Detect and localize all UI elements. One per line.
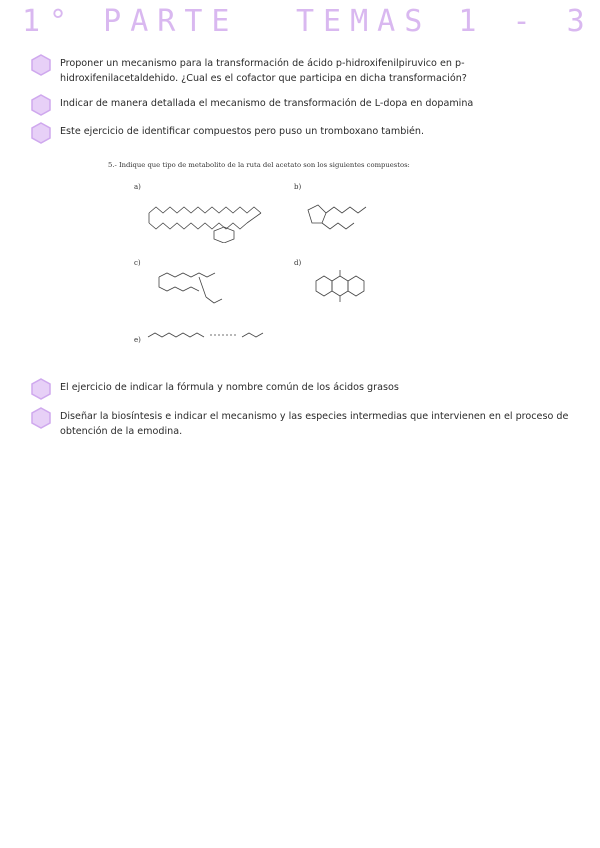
- list-item: [30, 56, 575, 86]
- item-text: Este ejercicio de identificar compuestos pero puso un tromboxano también.: [60, 126, 425, 137]
- structure-e: [146, 327, 266, 343]
- structure-c: [154, 267, 244, 312]
- hexagon-bullet-icon: [30, 54, 52, 76]
- item-text: Diseñar la biosíntesis e indicar el mecanismo y las especies intermedias que intervienen en el proceso de obtención de la emodina.: [60, 411, 569, 437]
- structure-b: [298, 195, 378, 240]
- hexagon-bullet-icon: [30, 407, 52, 429]
- list-item: [30, 96, 575, 116]
- label-a: a): [134, 183, 141, 191]
- hexagon-bullet-icon: [30, 378, 52, 400]
- hexagon-bullet-icon: [30, 94, 52, 116]
- label-b: b): [294, 183, 302, 191]
- label-d: d): [294, 259, 302, 267]
- page-title-left: 1° PARTE: [22, 4, 239, 39]
- structure-d: [306, 267, 386, 307]
- item-text: Indicar de manera detallada el mecanismo de transformación de L-dopa en dopamina: [60, 98, 474, 109]
- item-text: Proponer un mecanismo para la transformación de ácido p-hidroxifenilpiruvico en p-hidroxifenilacetaldehido. ¿Cual es el cofactor que participa en dicha transformación?: [60, 58, 467, 84]
- list-item: [30, 409, 575, 439]
- list-item: [30, 380, 575, 400]
- label-e: e): [134, 336, 141, 344]
- list-item: [30, 124, 575, 144]
- figure-caption: 5.- Indique que tipo de metabolito de la ruta del acetato son los siguientes compuestos:: [108, 161, 410, 169]
- hexagon-bullet-icon: [30, 122, 52, 144]
- structure-a: [144, 193, 274, 243]
- item-text: El ejercicio de indicar la fórmula y nombre común de los ácidos grasos: [60, 382, 399, 393]
- chemical-structures-figure: [100, 155, 410, 355]
- page-title-right: TEMAS 1 - 3: [296, 4, 594, 39]
- label-c: c): [134, 259, 141, 267]
